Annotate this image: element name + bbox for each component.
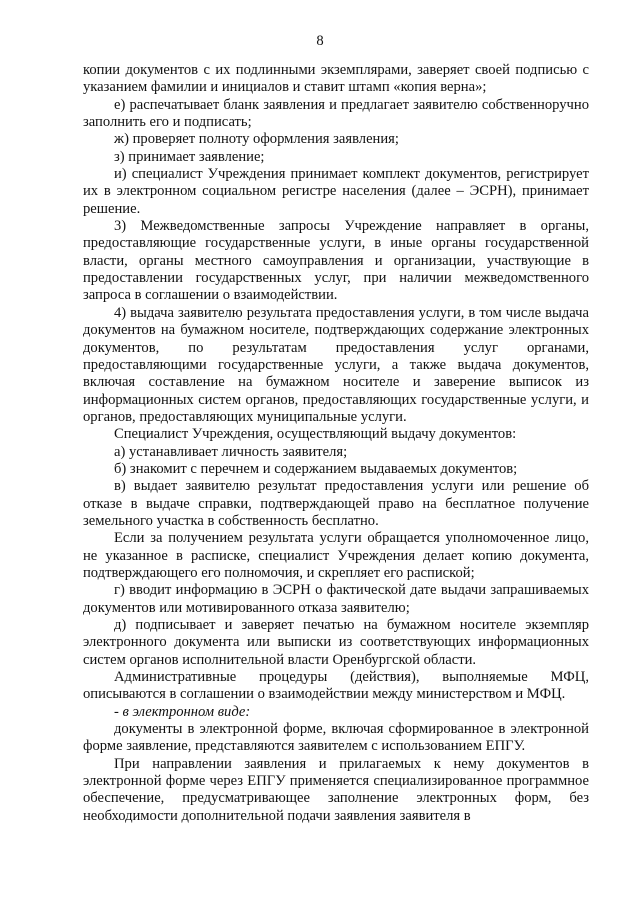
paragraph: 3) Межведомственные запросы Учреждение направляет в органы, предоставляющие государственные услуги, в иные органы государственной власти, органы местного самоуправления и организации, участвующие в предоставлении государственных услуг, при наличии межведомственного запроса в соглашении о взаимодействии.: [83, 218, 589, 304]
page-number: 8: [316, 33, 324, 49]
document-body: [83, 62, 589, 825]
paragraph: При направлении заявления и прилагаемых к нему документов в электронной форме через ЕПГУ применяется специализированное программное обеспечение, предусматривающее заполнение электронных форм, без необходимости дополнительной подачи заявления заявителя в: [83, 755, 589, 824]
paragraph: Специалист Учреждения, осуществляющий выдачу документов:: [114, 426, 517, 443]
paragraph: ж) проверяет полноту оформления заявления;: [114, 131, 399, 148]
paragraph: д) подписывает и заверяет печатью на бумажном носителе экземпляр электронного документа или выписки из соответствующих информационных систем органов исполнительной власти Оренбургской области.: [83, 617, 589, 668]
paragraph: е) распечатывает бланк заявления и предлагает заявителю собственноручно заполнить его и подписать;: [83, 96, 589, 131]
paragraph: 4) выдача заявителю результата предоставления услуги, в том числе выдача документов на бумажном носителе, подтверждающих содержание электронных документов, по результатам предоставления услуг органами, предоставляющими государственные услуги, а также выдача документов, включая составление на бумажном носителе и заверение выписок из информационных систем органов, предоставляющих государственные услуги, и органов, предоставляющих муниципальные услуги.: [83, 304, 589, 425]
paragraph: и) специалист Учреждения принимает комплект документов, регистрирует их в электронном социальном регистре населения (далее – ЭСРН), принимает решение.: [83, 166, 589, 217]
paragraph: б) знакомит с перечнем и содержанием выдаваемых документов;: [114, 460, 518, 477]
paragraph: Если за получением результата услуги обращается уполномоченное лицо, не указанное в расписке, специалист Учреждения делает копию документа, подтверждающего его полномочия, и скрепляет его распиской;: [83, 530, 589, 581]
paragraph: в) выдает заявителю результат предоставления услуги или решение об отказе в выдаче справки, подтверждающей право на бесплатное получение земельного участка в собственность бесплатно.: [83, 478, 589, 529]
paragraph: документы в электронной форме, включая сформированное в электронной форме заявление, представляются заявителем с использованием ЕПГУ.: [83, 721, 589, 755]
paragraph: г) вводит информацию в ЭСРН о фактической дате выдачи запрашиваемых документов или мотивированного отказа заявителю;: [83, 582, 589, 616]
paragraph: Административные процедуры (действия), выполняемые МФЦ, описываются в соглашении о взаимодействии между министерством и МФЦ.: [83, 669, 589, 703]
paragraph: копии документов с их подлинными экземплярами, заверяет своей подписью с указанием фамилии и инициалов и ставит штамп «копия верна»;: [83, 62, 589, 96]
paragraph: а) устанавливает личность заявителя;: [114, 443, 348, 460]
paragraph: - в электронном виде:: [114, 703, 251, 720]
paragraph: з) принимает заявление;: [114, 148, 265, 165]
